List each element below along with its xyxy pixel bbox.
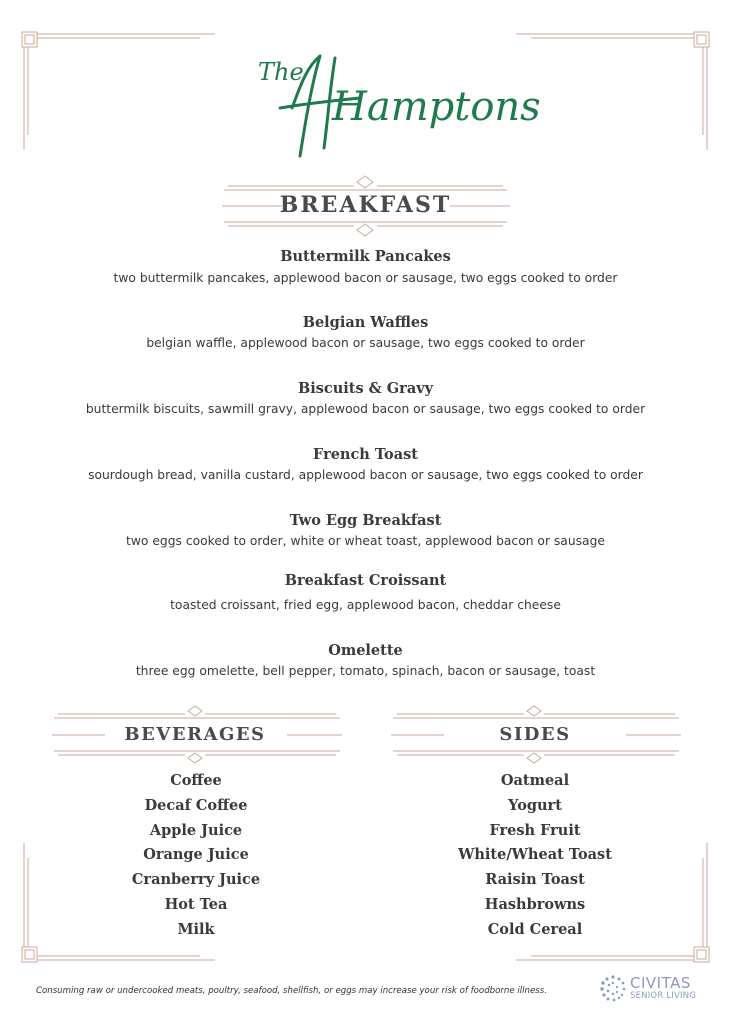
menu-item-desc: sourdough bread, vanilla custard, applewood bacon or sausage, two eggs cooked to order: [88, 468, 643, 482]
beverage-item: Orange Juice: [143, 846, 249, 864]
sides-list: [405, 772, 665, 946]
menu-item-desc: three egg omelette, bell pepper, tomato, spinach, bacon or sausage, toast: [135, 664, 596, 678]
beverages-list: [66, 772, 326, 946]
side-item: Yogurt: [508, 796, 562, 814]
side-item: Fresh Fruit: [489, 821, 581, 839]
food-safety-disclaimer: Consuming raw or undercooked meats, poultry, seafood, shellfish, or eggs may increase your risk of foodborne illness.: [36, 986, 547, 996]
breakfast-heading: BREAKFAST: [279, 192, 452, 218]
menu-item-desc: two buttermilk pancakes, applewood bacon or sausage, two eggs cooked to order: [113, 271, 618, 285]
beverage-item: Coffee: [170, 772, 222, 789]
beverage-item: Decaf Coffee: [144, 796, 248, 814]
beverage-item: Hot Tea: [164, 895, 228, 913]
menu-item-name: French Toast: [313, 446, 418, 463]
menu-item-desc: toasted croissant, fried egg, applewood bacon, cheddar cheese: [170, 598, 561, 612]
svg-text:Hamptons: Hamptons: [332, 84, 541, 130]
menu-item-desc: buttermilk biscuits, sawmill gravy, applewood bacon or sausage, two eggs cooked to order: [85, 402, 646, 416]
hamptons-logo: [250, 48, 541, 163]
menu-item-name: Buttermilk Pancakes: [280, 248, 451, 265]
side-item: Cold Cereal: [487, 920, 583, 938]
menu-item-name: Breakfast Croissant: [284, 572, 447, 589]
side-item: White/Wheat Toast: [458, 846, 612, 864]
civitas-brand: [598, 972, 708, 1004]
civitas-dots-icon: [598, 973, 628, 1003]
menu-item-name: Two Egg Breakfast: [289, 512, 442, 529]
menu-item-desc: belgian waffle, applewood bacon or sausage, two eggs cooked to order: [146, 336, 585, 350]
menu-item-name: Biscuits & Gravy: [297, 380, 434, 397]
beverages-heading: BEVERAGES: [124, 724, 266, 745]
beverage-item: Apple Juice: [149, 821, 243, 839]
civitas-name: CIVITAS: [630, 974, 691, 992]
civitas-subtitle: SENIOR LIVING: [630, 991, 697, 1001]
side-item: Oatmeal: [500, 772, 570, 789]
svg-text:The: The: [258, 58, 304, 86]
beverage-item: Cranberry Juice: [131, 871, 261, 889]
side-item: Hashbrowns: [484, 895, 586, 913]
menu-item-name: Belgian Waffles: [302, 314, 429, 331]
sides-heading: SIDES: [499, 724, 571, 745]
beverage-item: Milk: [177, 920, 215, 938]
menu-item-desc: two eggs cooked to order, white or wheat toast, applewood bacon or sausage: [126, 534, 605, 548]
menu-item-name: Omelette: [328, 642, 403, 659]
side-item: Raisin Toast: [485, 871, 585, 889]
